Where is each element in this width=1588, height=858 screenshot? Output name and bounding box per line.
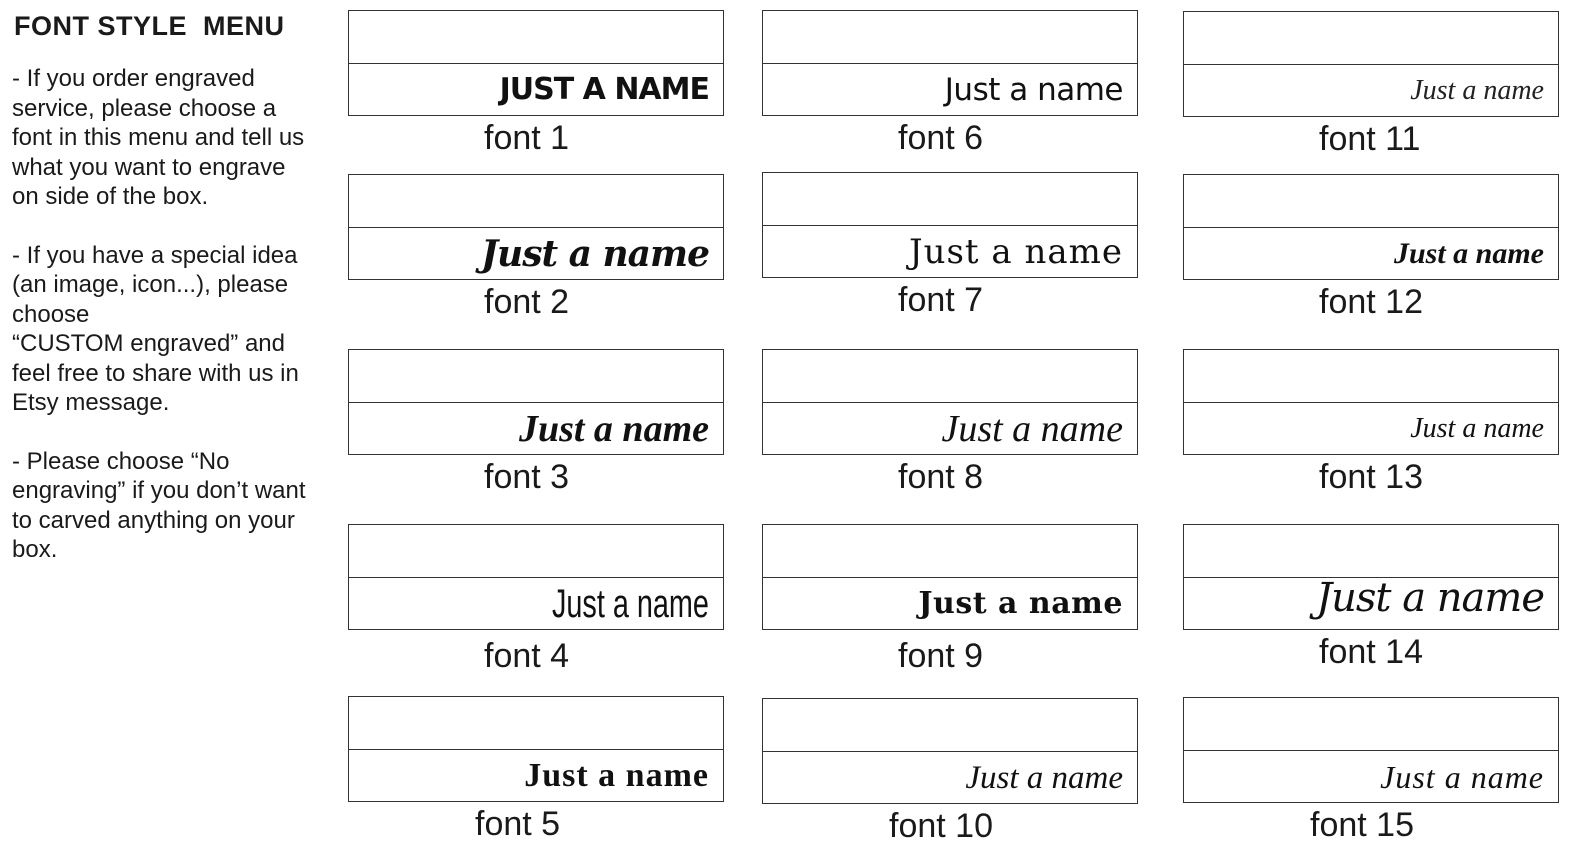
- font-card-10[interactable]: [762, 698, 1138, 846]
- font-label: font 15: [1310, 806, 1414, 844]
- instruction-order-engraved: [12, 64, 328, 212]
- instruction-line: engraving” if you don’t want: [12, 477, 306, 504]
- font-card-5[interactable]: [348, 696, 724, 844]
- font-label: font 11: [1319, 120, 1421, 158]
- instruction-custom-engraved: [12, 241, 328, 418]
- font-preview-box: [348, 10, 724, 116]
- font-label: font 1: [484, 119, 570, 157]
- font-card-12[interactable]: [1183, 174, 1559, 322]
- font-label: font 12: [1319, 283, 1423, 321]
- preview-divider: [349, 749, 723, 750]
- font-preview-box: [348, 696, 724, 802]
- font-label: font 9: [898, 637, 984, 675]
- font-card-1[interactable]: [348, 10, 724, 158]
- font-label: font 4: [484, 637, 570, 675]
- font-sample: Just a name: [524, 757, 709, 794]
- font-preview-box: [1183, 524, 1559, 630]
- font-card-6[interactable]: [762, 10, 1138, 158]
- instruction-line: - If you order engraved: [12, 65, 255, 92]
- font-label: font 2: [484, 283, 570, 321]
- instruction-line: choose: [12, 300, 90, 328]
- font-card-14[interactable]: [1183, 524, 1559, 672]
- instruction-line: - If you have a special idea: [12, 241, 298, 269]
- preview-divider: [763, 402, 1137, 403]
- font-sample: Just a name: [908, 232, 1123, 272]
- font-card-3[interactable]: [348, 349, 724, 497]
- font-preview-box: [348, 174, 724, 280]
- instruction-line: box.: [12, 536, 58, 563]
- menu-title: FONT STYLE MENU: [14, 11, 285, 41]
- font-card-15[interactable]: [1183, 697, 1559, 845]
- preview-divider: [763, 225, 1137, 226]
- font-preview-box: [1183, 349, 1559, 455]
- font-preview-box: [1183, 174, 1559, 280]
- font-preview-box: [762, 524, 1138, 630]
- instruction-line: what you want to engrave: [12, 153, 286, 181]
- font-card-9[interactable]: [762, 524, 1138, 676]
- font-sample: Just a name: [944, 72, 1123, 108]
- font-sample: Just a name: [941, 408, 1123, 450]
- font-sample: Just a name: [1410, 413, 1544, 444]
- font-sample: Just a name: [552, 582, 709, 626]
- font-label: font 7: [898, 281, 984, 319]
- font-label: font 10: [889, 807, 993, 845]
- font-card-2[interactable]: [348, 174, 724, 322]
- font-label: font 14: [1319, 633, 1423, 671]
- font-preview-box: [762, 10, 1138, 116]
- font-card-8[interactable]: [762, 349, 1138, 497]
- font-card-4[interactable]: [348, 524, 724, 676]
- font-sample: Just a name: [965, 760, 1123, 796]
- font-sample: JUST A NAME: [499, 72, 709, 107]
- font-sample: Just a name: [481, 233, 709, 275]
- font-label: font 8: [898, 458, 984, 496]
- preview-divider: [763, 63, 1137, 64]
- font-sample: Just a name: [1316, 575, 1544, 621]
- preview-divider: [349, 63, 723, 64]
- preview-divider: [349, 227, 723, 228]
- font-preview-box: [348, 524, 724, 630]
- font-preview-box: [762, 172, 1138, 278]
- preview-divider: [349, 577, 723, 578]
- preview-divider: [763, 577, 1137, 578]
- preview-divider: [349, 402, 723, 403]
- font-sample: Just a name: [918, 586, 1123, 621]
- instructions-panel: [12, 10, 328, 594]
- instruction-line: to carved anything on your: [12, 506, 295, 534]
- preview-divider: [1184, 64, 1558, 65]
- instruction-line: Etsy message.: [12, 389, 170, 416]
- font-preview-box: [348, 349, 724, 455]
- font-preview-box: [762, 349, 1138, 455]
- instruction-line: service, please choose a: [12, 94, 277, 122]
- font-label: font 5: [475, 805, 561, 843]
- font-sample: Just a name: [1393, 237, 1544, 270]
- font-sample: Just a name: [518, 408, 709, 450]
- instruction-no-engraving: [12, 447, 328, 565]
- preview-divider: [1184, 750, 1558, 751]
- instruction-line: “CUSTOM engraved” and: [12, 330, 285, 357]
- preview-divider: [1184, 227, 1558, 228]
- preview-divider: [763, 751, 1137, 752]
- font-card-13[interactable]: [1183, 349, 1559, 497]
- font-card-7[interactable]: [762, 172, 1138, 320]
- font-card-11[interactable]: [1183, 11, 1559, 159]
- instruction-line: - Please choose “No: [12, 447, 230, 475]
- instruction-line: (an image, icon...), please: [12, 271, 289, 298]
- font-preview-box: [1183, 697, 1559, 803]
- font-preview-box: [1183, 11, 1559, 117]
- instruction-line: on side of the box.: [12, 183, 209, 210]
- font-preview-box: [762, 698, 1138, 804]
- font-sample: Just a name: [1410, 75, 1544, 106]
- instruction-line: font in this menu and tell us: [12, 124, 305, 151]
- font-label: font 13: [1319, 458, 1423, 496]
- instruction-line: feel free to share with us in: [12, 359, 299, 387]
- font-label: font 6: [898, 119, 984, 157]
- font-label: font 3: [484, 458, 570, 496]
- font-sample: Just a name: [1380, 759, 1544, 795]
- preview-divider: [1184, 402, 1558, 403]
